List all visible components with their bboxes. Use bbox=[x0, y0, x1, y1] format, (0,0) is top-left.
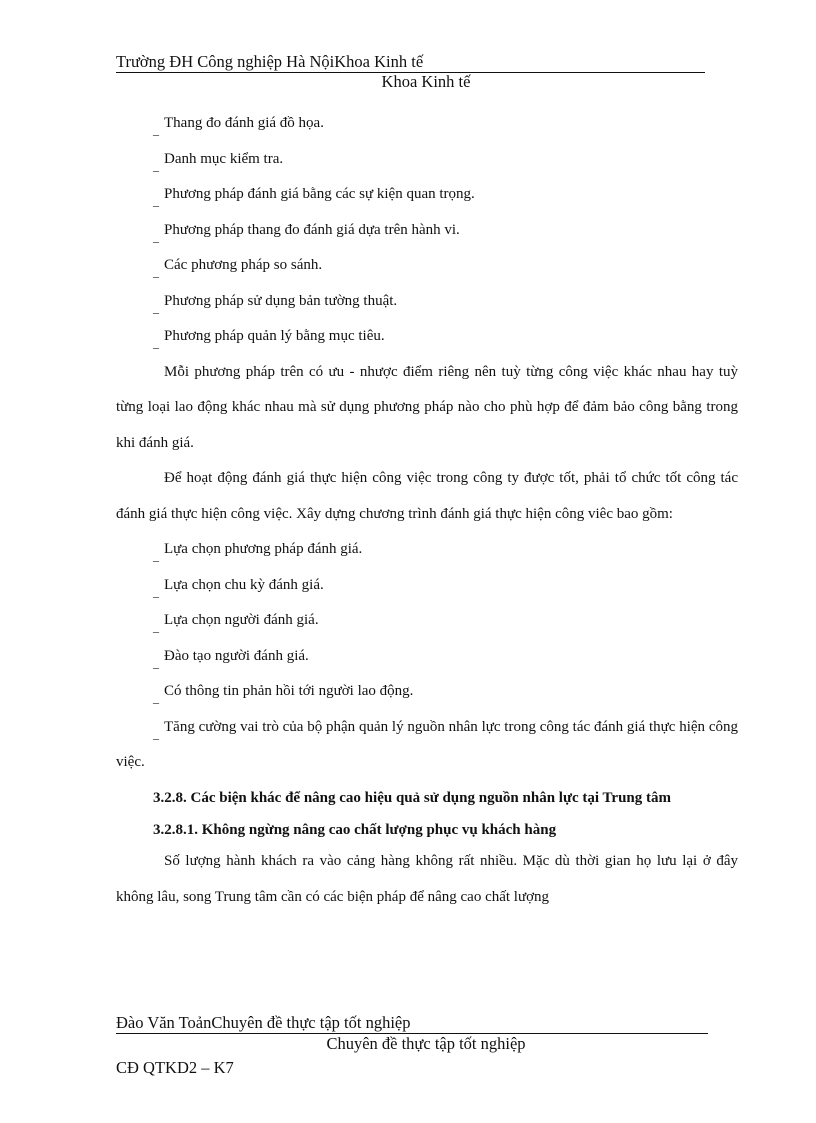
header-faculty: Khoa Kinh tế bbox=[381, 72, 471, 91]
dash-bullet: _ bbox=[153, 655, 159, 670]
dash-bullet: _ bbox=[153, 194, 159, 208]
subsection-heading: 3.2.8.1. Không ngừng nâng cao chất lượng phục vụ khách hàng bbox=[153, 822, 557, 838]
dash-bullet: _ bbox=[153, 726, 159, 741]
list-item: _ Lựa chọn người đánh giá. bbox=[116, 603, 738, 639]
list-item: _ Phương pháp thang đo đánh giá dựa trên hành vi. bbox=[116, 213, 738, 249]
footer-class-code: CĐ QTKD2 – K7 bbox=[116, 1058, 234, 1077]
list-item: _ Thang đo đánh giá đồ họa. bbox=[116, 106, 738, 142]
header-school-text: Trường ĐH Công nghiệp Hà NộiKhoa Kinh tế bbox=[116, 52, 424, 71]
list-item: _ Lựa chọn chu kỳ đánh giá. bbox=[116, 568, 738, 604]
dash-bullet: _ bbox=[153, 229, 159, 244]
list-item: _ Phương pháp đánh giá bằng các sự kiện quan trọng. bbox=[116, 177, 738, 213]
list-item: _ Tăng cường vai trò của bộ phận quản lý nguồn nhân lực trong công tác đánh giá thực hiện công việc. bbox=[116, 718, 738, 770]
footer-title: Chuyên đề thực tập tốt nghiệp bbox=[326, 1034, 526, 1053]
section-heading: 3.2.8. Các biện khác để nâng cao hiệu quả sử dụng nguồn nhân lực tại Trung tâm bbox=[153, 789, 671, 806]
dash-bullet: _ bbox=[153, 158, 159, 173]
footer-author-line: Đào Văn ToảnChuyên đề thực tập tốt nghiệp bbox=[116, 1013, 708, 1034]
list-item: _ Lựa chọn phương pháp đánh giá. bbox=[116, 532, 738, 568]
list-item: _ Phương pháp quản lý bằng mục tiêu. bbox=[116, 319, 738, 355]
dash-bullet: _ bbox=[153, 265, 159, 279]
list-item: _ Có thông tin phản hồi tới người lao động. bbox=[116, 674, 738, 710]
list-item: _ Phương pháp sử dụng bản tường thuật. bbox=[116, 284, 738, 320]
page-body bbox=[116, 106, 738, 915]
dash-bullet: _ bbox=[153, 691, 159, 705]
dash-bullet: _ bbox=[153, 549, 159, 563]
dash-bullet: _ bbox=[153, 620, 159, 634]
dash-bullet: _ bbox=[153, 300, 159, 315]
dash-bullet: _ bbox=[153, 123, 159, 137]
header-school-line bbox=[116, 52, 705, 73]
list-item: _ Đào tạo người đánh giá. bbox=[116, 639, 738, 675]
list-item: _ Danh mục kiểm tra. bbox=[116, 142, 738, 178]
paragraph-methods-summary: Mỗi phương pháp trên có ưu - nhược điểm riêng nên tuỳ từng công việc khác nhau hay tuỳ từng loại lao động khác nhau mà sử dụng phương pháp nào cho phù hợp để đảm bảo công bằng trong khi đánh giá. bbox=[116, 363, 738, 451]
paragraph-evaluation-program: Để hoạt động đánh giá thực hiện công việc trong công ty được tốt, phải tổ chức tốt công tác đánh giá thực hiện công việc. Xây dựng chương trình đánh giá thực hiện công viêc bao gồm: bbox=[116, 470, 738, 522]
dash-bullet: _ bbox=[153, 336, 159, 350]
paragraph-service-quality: Số lượng hành khách ra vào cảng hàng không rất nhiều. Mặc dù thời gian họ lưu lại ở đây không lâu, song Trung tâm cần có các biện pháp để nâng cao chất lượng bbox=[116, 853, 738, 905]
dash-bullet: _ bbox=[153, 584, 159, 599]
list-item: _ Các phương pháp so sánh. bbox=[116, 248, 738, 284]
